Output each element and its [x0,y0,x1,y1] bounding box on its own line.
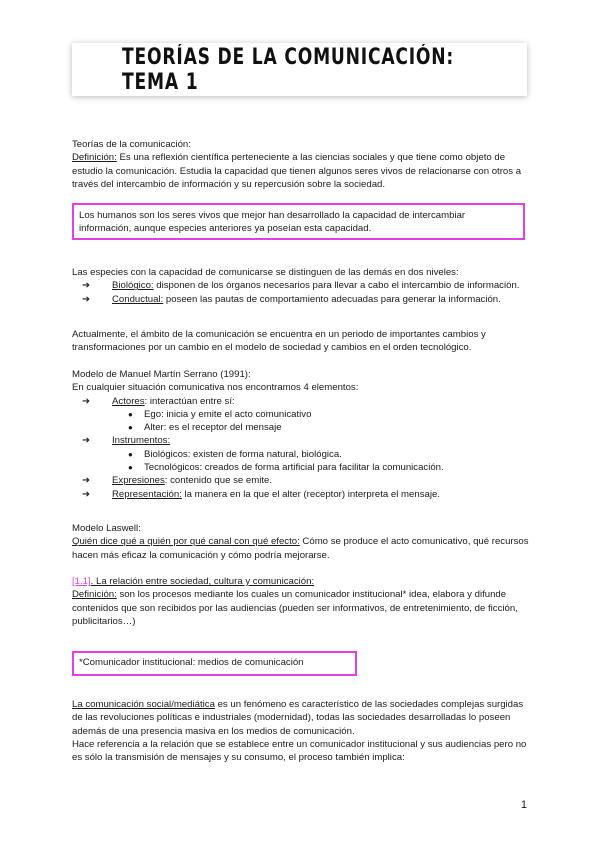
bullet-icon: ● [128,423,133,433]
actualmente-paragraph: Actualmente, el ámbito de la comunicación se encuentra en un periodo de importantes cambios y transformaciones por un cambio en el modelo de sociedad y cambios en el orden tecnológico. [72,329,486,354]
arrow-icon: ➔ [82,293,91,305]
section-title: . La relación entre sociedad, cultura y comunicación: [90,576,315,587]
item-text: poseen las pautas de comportamiento adecuadas para generar la información. [163,293,501,305]
laswell-section [72,522,532,562]
item-text: : contenido que se emite. [164,475,272,487]
sub-list-item: ● Alter: es el receptor del mensaje [128,422,282,434]
item-label: Conductual: [112,293,164,305]
title-box [72,43,527,96]
list-item [72,488,532,501]
social-paragraph-2: Hace referencia a la relación que se establece entre un comunicador institucional y sus audiencias pero no es sólo la transmisión de mensajes y su consumo, el proceso también implica: [72,738,527,764]
definition-label: Definición: [72,152,117,164]
arrow-icon: ➔ [82,395,91,407]
bullet-icon: ● [128,409,133,419]
list-item [72,395,532,408]
arrow-icon: ➔ [82,488,91,500]
levels-intro: Las especies con la capacidad de comunicarse se distinguen de las demás en dos niveles: [72,267,459,278]
list-item [72,293,532,306]
item-text: la manera en la que el alter (receptor) interpreta el mensaje. [181,488,440,500]
arrow-icon: ➔ [82,435,91,447]
page-number: 1 [520,799,527,811]
section-definition: Definición: son los procesos mediante los cuales un comunicador institucional* idea, elabora y difunde contenidos que son recibidos por las audiencias (pueden ser informativos, de entretenimiento, de ficción, publicitarios…) [72,589,518,627]
definition-label: Definición: [72,589,117,601]
laswell-label: Quién dice qué a quién por qué canal con qué efecto: [72,536,300,548]
item-label: Biológico: [112,280,154,292]
highlight-box-text: Los humanos son los seres vivos que mejor han desarrollado la capacidad de intercambiar información, aunque especies anteriores ya poseían esta capacidad. [79,210,466,235]
definition-text: Es una reflexión científica perteneciente a las ciencias sociales y que tiene como objeto de estudio la comunicación. Estudia la capacidad que tienen algunos seres vivos de relacionarse con otros a través del intercambio de información y su repercusión sobre la sociedad. [72,152,522,190]
sub-list-item: ● Ego: inicia y emite el acto comunicativo [128,408,312,420]
item-label: Representación: [112,488,182,500]
sub-list-item: ● Tecnológicos: creados de forma artificial para facilitar la comunicación. [128,462,444,474]
serrano-section [72,368,532,501]
serrano-intro: En cualquier situación comunicativa nos encontramos 4 elementos: [72,382,359,394]
social-paragraph: La comunicación social/mediática es un fenómeno es característico de las sociedades complejas surgidas de las revoluciones políticas e industriales (modernidad), todas las sociedades desarrolladas lo poseen además de una presencia masiva en los medios de comunicación. [72,699,524,737]
section-heading [72,575,532,588]
list-item [72,279,532,292]
intro-definition [72,151,532,191]
arrow-icon: ➔ [82,475,91,487]
bullet-icon: ● [128,463,133,473]
list-item [72,474,532,487]
social-section [72,698,532,764]
highlight-box-comunicador [72,651,357,676]
intro-heading: Teorías de la comunicación: [72,139,191,150]
arrow-icon: ➔ [82,280,91,292]
social-label: La comunicación social/mediática [72,699,215,710]
item-text: : interactúan entre sí: [144,395,235,407]
bullet-icon: ● [128,449,133,459]
section-number: [1.1] [72,576,91,587]
highlight-box-text: *Comunicador institucional: medios de comunicación [79,657,304,668]
intro-section [72,138,532,191]
document-title: TEORÍAS DE LA COMUNICACIÓN: TEMA 1 [122,44,455,95]
levels-section [72,266,532,306]
highlight-box-humans [72,203,525,240]
laswell-text: Quién dice qué a quién por qué canal con qué efecto: Cómo se produce el acto comunicativo, qué recursos hacen más eficaz la comunicación y cómo podría mejorarse. [72,536,529,561]
section-1-1 [72,575,532,628]
sub-list-item: ● Biológicos: existen de forma natural, biológica. [128,448,342,460]
serrano-heading: Modelo de Manuel Martín Serrano (1991): [72,369,251,380]
item-label: Instrumentos: [112,435,171,447]
laswell-heading: Modelo Laswell: [72,523,141,534]
list-item [72,434,532,447]
item-label: Expresiones [112,475,165,487]
item-text: disponen de los órganos necesarios para llevar a cabo el intercambio de información. [153,280,520,292]
item-label: Actores [112,395,145,407]
